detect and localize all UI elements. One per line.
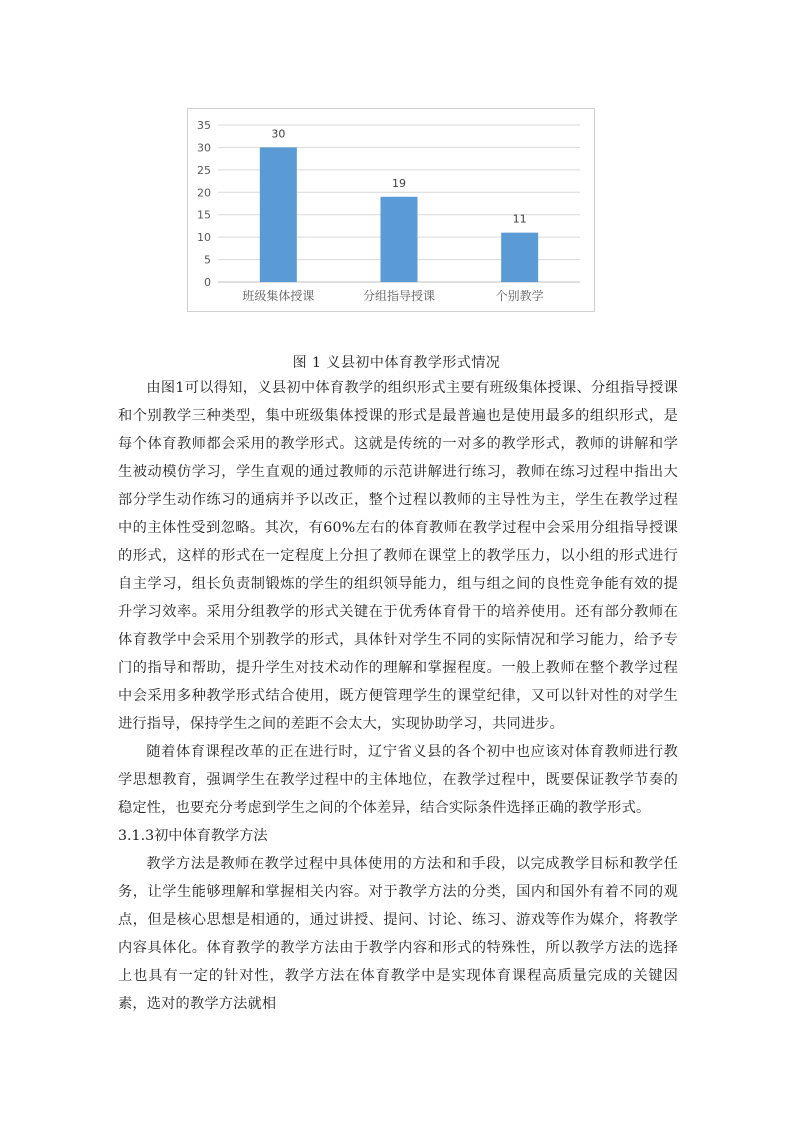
y-tick-label: 35 [197,119,211,132]
y-tick-label: 5 [204,253,211,267]
bar [381,197,418,282]
bar [501,233,538,282]
y-tick-label: 10 [197,231,211,245]
y-tick-label: 20 [197,186,211,200]
x-tick-label: 分组指导授课 [362,289,436,303]
data-label: 11 [512,212,527,226]
paragraph-3: 教学方法是教师在教学过程中具体使用的方法和和手段，以完成教学目标和教学任务，让学生能够理解和掌握相关内容。对于教学方法的分类，国内和国外有着不同的观点，但是核心思想是相通的，通过讲授、提问、讨论、练习、游戏等作为媒介，将教学内容具体化。体育教学的教学方法由于教学内容和形式的特殊性，所以教学方法的选择上也具有一定的针对性，教学方法在体育教学中是实现体育课程高质量完成的关键因素，选对的教学方法就相 [118,856,678,1012]
paragraph-2: 随着体育课程改革的正在进行时，辽宁省义县的各个初中也应该对体育教师进行教学思想教育，强调学生在教学过程中的主体地位，在教学过程中，既要保证教学节奏的稳定性，也要充分考虑到学生之间的个体差异，结合实际条件选择正确的教学形式。 [118,744,678,816]
x-tick-label: 个别教学 [495,289,544,303]
data-label: 30 [271,127,286,141]
chart-svg [188,109,596,313]
bar-chart [187,108,595,312]
body-text [118,374,678,1018]
y-tick-label: 30 [197,141,211,155]
y-tick-label: 0 [204,276,211,289]
figure-caption: 图 1 义县初中体育教学形式情况 [292,355,501,371]
data-label: 19 [392,176,406,190]
paragraph-1: 由图1可以得知，义县初中体育教学的组织形式主要有班级集体授课、分组指导授课和个别教学三种类型，集中班级集体授课的形式是最普遍也是使用最多的组织形式，是每个体育教师都会采用的教学形式。这就是传统的一对多的教学形式，教师的讲解和学生被动模仿学习，学生直观的通过教师的示范讲解进行练习，教师在练习过程中指出大部分学生动作练习的通病并予以改正，整个过程以教师的主导性为主，学生在教学过程中的主体性受到忽略。其次，有60%左右的体育教师在教学过程中会采用分组指导授课的形式，这样的形式在一定程度上分担了教师在课堂上的教学压力，以小组的形式进行自主学习，组长负责制锻炼的学生的组织领导能力，组与组之间的良性竞争能有效的提升学习效率。采用分组教学的形式关键在于优秀体育骨干的培养使用。还有部分教师在体育教学中会采用个别教学的形式，具体针对学生不同的实际情况和学习能力，给予专门的指导和帮助，提升学生对技术动作的理解和掌握程度。一般上教师在整个教学过程中会采用多种教学形式结合使用，既方便管理学生的课堂纪律，又可以针对性的对学生进行指导，保持学生之间的差距不会太大，实现协助学习，共同进步。 [118,380,678,732]
y-tick-label: 15 [197,208,211,222]
y-tick-label: 25 [197,163,211,177]
x-tick-label: 班级集体授课 [242,289,315,303]
section-heading: 3.1.3初中体育教学方法 [118,828,268,844]
bar [260,147,297,282]
